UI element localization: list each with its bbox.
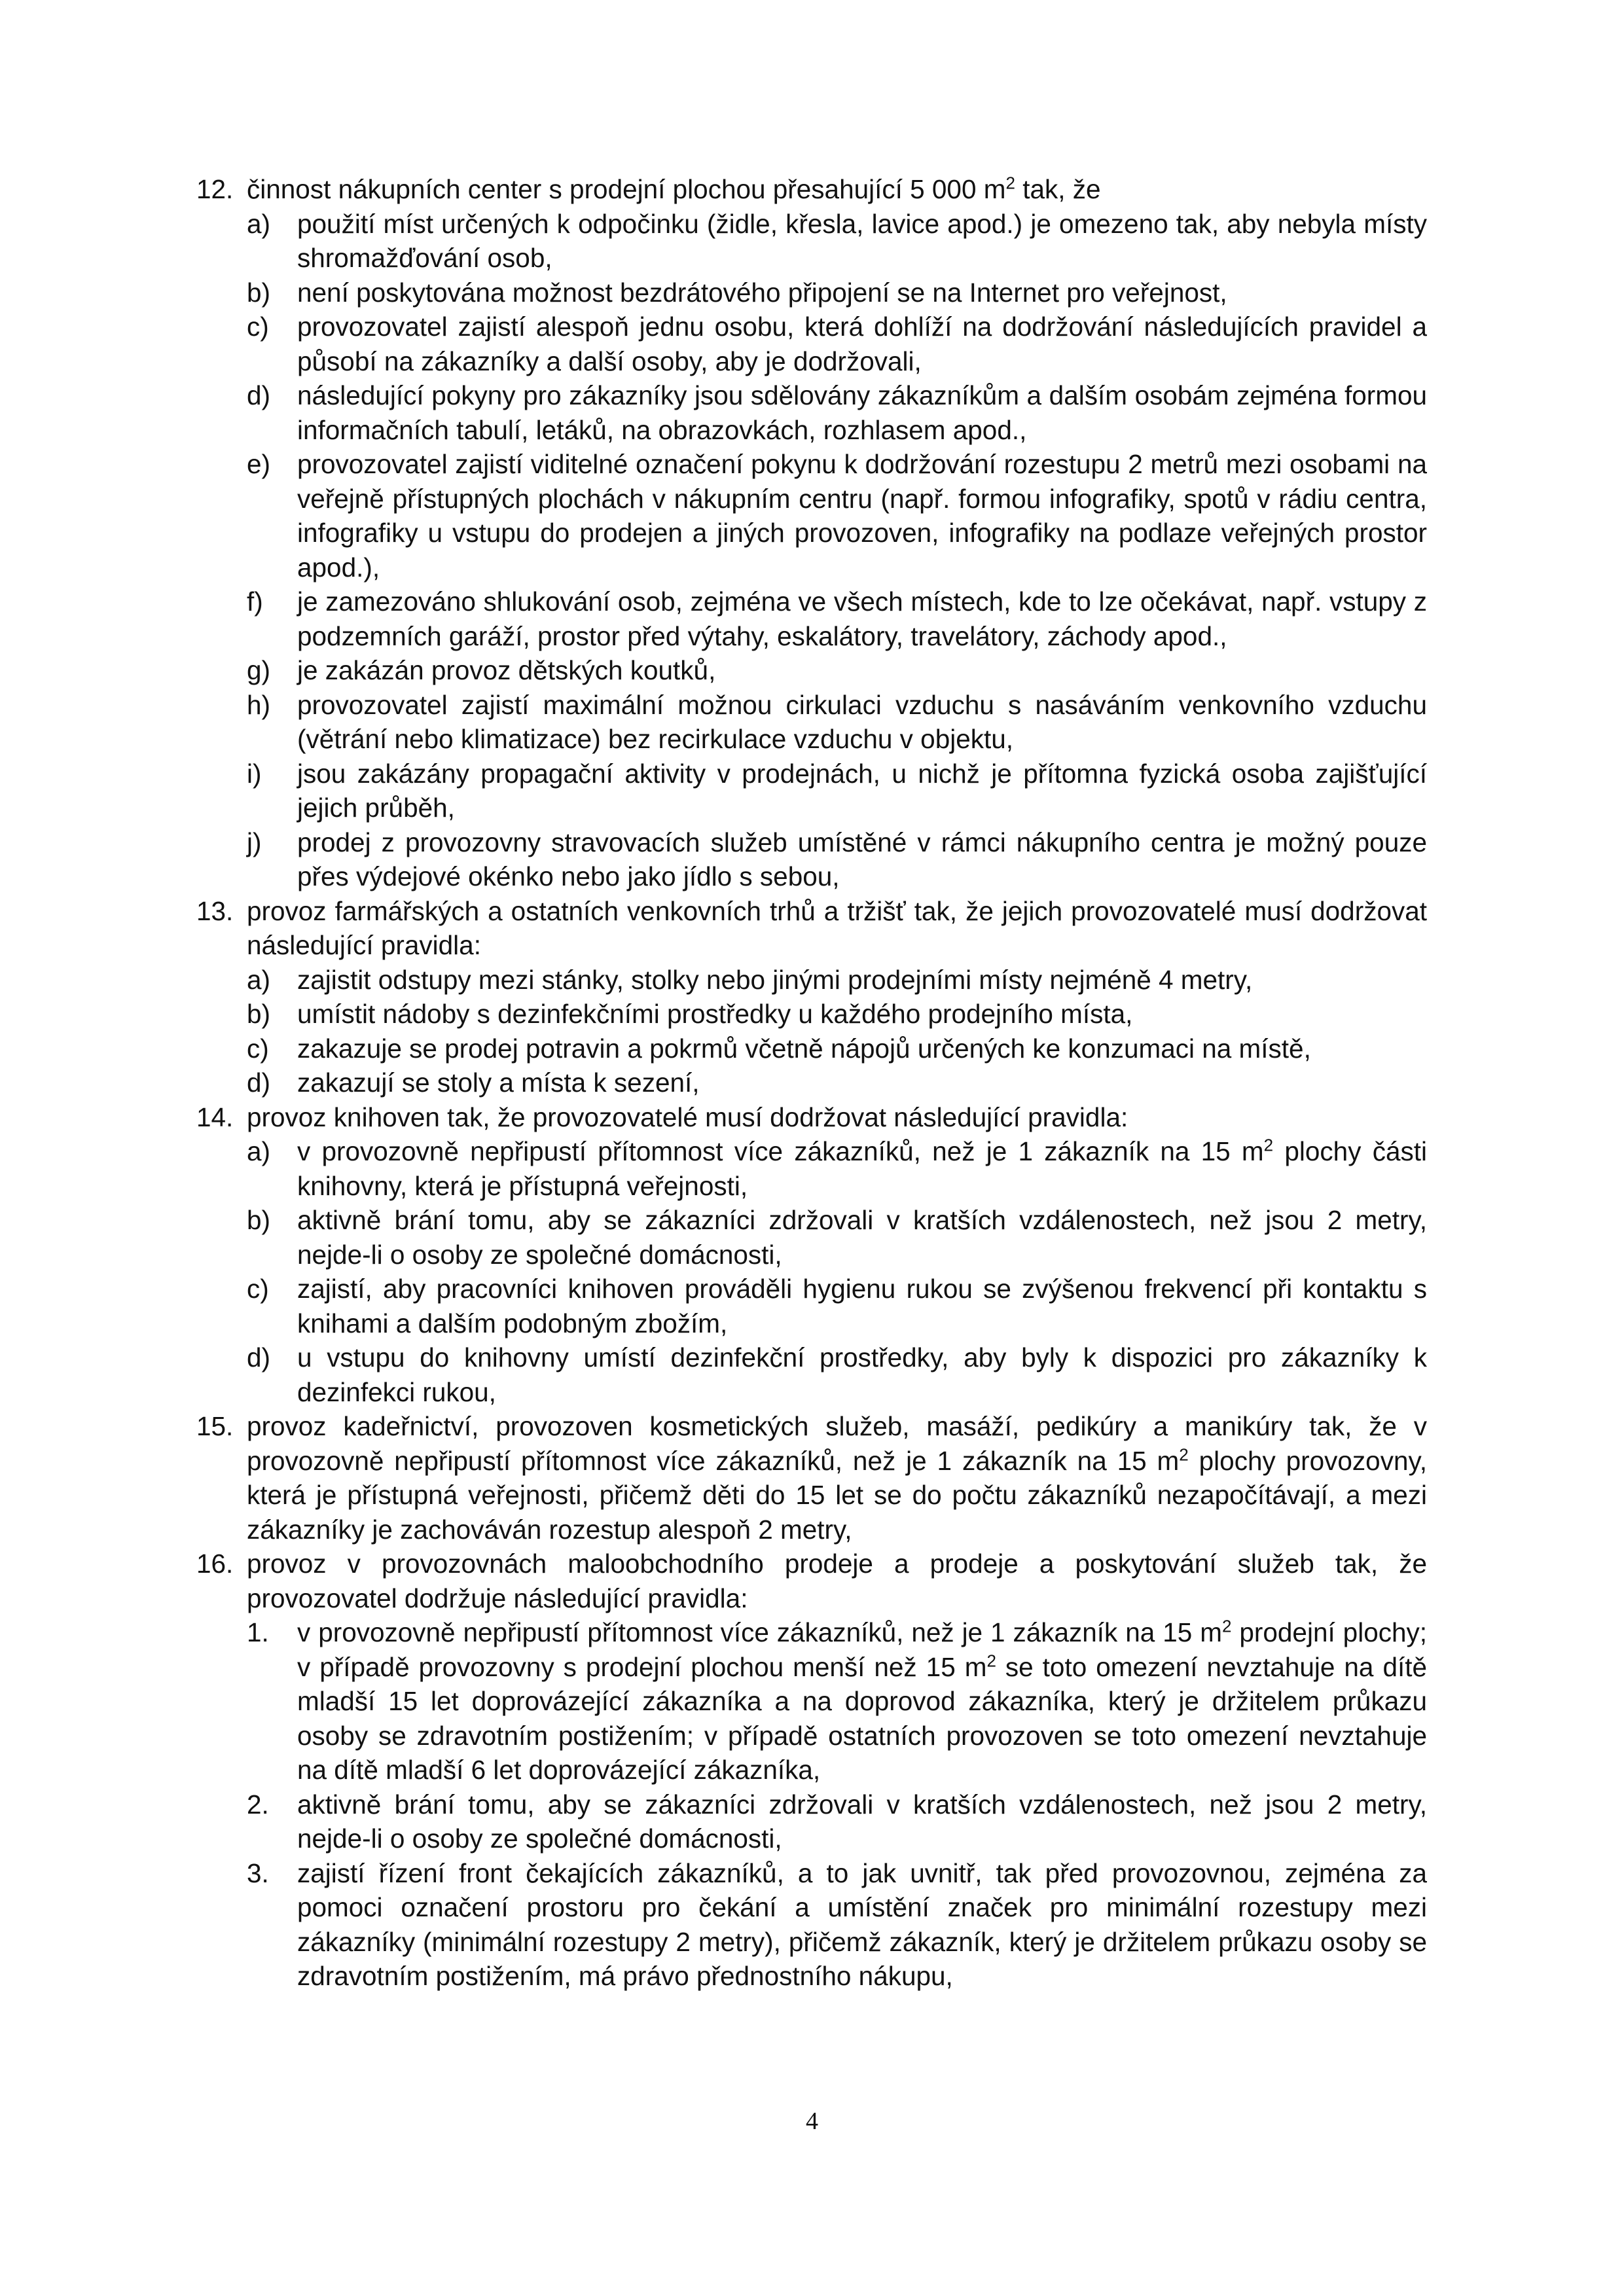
sub-item [247, 1031, 1427, 1066]
text-run: následující pokyny pro zákazníky jsou sdělovány zákazníkům a dalším osobám zejména formou informačních tabulí, letáků, na obrazovkách, rozhlasem apod., [297, 380, 1427, 445]
sub-item [247, 688, 1427, 757]
sub-item-text [297, 827, 1427, 892]
text-run: u vstupu do knihovny umístí dezinfekční prostředky, aby byly k dispozici pro zákazníky k dezinfekci rukou, [297, 1342, 1427, 1407]
item-number: 12. [196, 174, 234, 204]
text-run: plochy provozovny, která je přístupná veřejnosti, přičemž děti do 15 let se do počtu zákazníků nezapočítávají, a mezi zákazníky je zachováván rozestup alespoň 2 metry, [247, 1445, 1427, 1545]
text-run: v provozovně nepřipustí přítomnost více zákazníků, než je 1 zákazník na 15 m [297, 1617, 1222, 1647]
sub-item-text [297, 759, 1427, 823]
text-run: plochy části knihovny, která je přístupná veřejnosti, [297, 1136, 1427, 1201]
text-run: provoz kadeřnictví, provozoven kosmetických služeb, masáží, pedikúry a manikúry tak, že v provozovně nepřipustí přítomnost více zákazníků, než je 1 zákazník na 15 m [247, 1411, 1427, 1476]
list-item [196, 894, 1427, 1100]
sub-item-text [297, 278, 1227, 308]
sub-item-label: 1. [247, 1617, 269, 1647]
sub-item-label: b) [247, 1205, 271, 1235]
text-run: prodejní plochy; v případě provozovny s prodejní plochou menší než 15 m [297, 1617, 1427, 1682]
sub-item [247, 653, 1427, 688]
sub-item [247, 1787, 1427, 1856]
sub-item [247, 1856, 1427, 1994]
sub-item [247, 447, 1427, 584]
sub-item-text [297, 690, 1427, 755]
sub-item-label: b) [247, 277, 271, 308]
sub-item-label: 3. [247, 1857, 269, 1888]
superscript: 2 [1263, 1135, 1274, 1155]
superscript: 2 [1179, 1444, 1189, 1464]
text-run: v provozovně nepřipustí přítomnost více zákazníků, než je 1 zákazník na 15 m [297, 1136, 1264, 1166]
sub-item [247, 1066, 1427, 1100]
sub-item-label: b) [247, 999, 271, 1029]
sub-item [247, 584, 1427, 653]
sub-item-label: d) [247, 1067, 271, 1098]
sub-item-label: d) [247, 380, 271, 410]
sub-item-label: 2. [247, 1789, 269, 1820]
sub-item [247, 825, 1427, 894]
text-run: provozovatel zajistí viditelné označení pokynu k dodržování rozestupu 2 metrů mezi osobami na veřejně přístupných plochách v nákupním centru (např. formou infografiky, spotů v rádiu centra, infografiky u vstupu do prodejen a jiných provozoven, infografiky na podlaze veřejných prostor apod.), [297, 449, 1427, 583]
list-item [196, 172, 1427, 894]
sub-item [247, 207, 1427, 276]
text-run: provoz v provozovnách maloobchodního prodeje a prodeje a poskytování služeb tak, že provozovatel dodržuje následující pravidla: [247, 1549, 1427, 1613]
item-text [247, 1547, 1427, 1615]
item-number: 13. [196, 895, 234, 926]
document-body [196, 172, 1427, 1994]
sub-item [247, 757, 1427, 825]
list-item [196, 1409, 1427, 1547]
sub-item [247, 1203, 1427, 1272]
sub-item-label: a) [247, 208, 271, 239]
text-run: provoz knihoven tak, že provozovatelé musí dodržovat následující pravidla: [247, 1102, 1128, 1132]
text-run: činnost nákupních center s prodejní plochou přesahující 5 000 m [247, 174, 1006, 204]
text-run: použití míst určených k odpočinku (židle, křesla, lavice apod.) je omezeno tak, aby nebyla místy shromažďování osob, [297, 208, 1427, 273]
sub-item-text [297, 380, 1427, 445]
sub-item-label: j) [247, 827, 262, 857]
text-run: není poskytována možnost bezdrátového připojení se na Internet pro veřejnost, [297, 277, 1227, 308]
item-text [247, 894, 1427, 963]
text-run: se toto omezení nevztahuje na dítě mladší 15 let doprovázející zákazníka a na doprovod zákazníka, který je držitelem průkazu osoby se zdravotním postižením; v případě ostatních provozoven se toto omezení nevztahuje na dítě mladší 6 let doprovázející zákazníka, [297, 1651, 1427, 1785]
text-run: prodej z provozovny stravovacích služeb umístěné v rámci nákupního centra je možný pouze přes výdejové okénko nebo jako jídlo s sebou, [297, 827, 1427, 891]
sub-item-label: g) [247, 655, 271, 685]
text-run: zakazuje se prodej potravin a pokrmů včetně nápojů určených ke konzumaci na místě, [297, 1033, 1311, 1064]
item-number: 14. [196, 1102, 234, 1132]
superscript: 2 [1221, 1616, 1232, 1636]
sub-item [247, 1615, 1427, 1787]
sub-item-label: a) [247, 964, 271, 995]
superscript: 2 [1005, 173, 1015, 193]
sub-item-label: h) [247, 689, 271, 720]
sub-item-label: d) [247, 1342, 271, 1372]
sub-item-text [297, 1033, 1311, 1064]
text-run: je zakázán provoz dětských koutků, [297, 655, 716, 685]
sub-item-label: e) [247, 449, 271, 479]
sub-item-label: c) [247, 312, 269, 342]
sub-item-text [297, 1067, 700, 1098]
sub-item-text [297, 1342, 1427, 1407]
text-run: provozovatel zajistí maximální možnou cirkulaci vzduchu s nasáváním venkovního vzduchu (větrání nebo klimatizace) bez recirkulace vzduchu v objektu, [297, 689, 1427, 754]
sub-item-text [297, 1205, 1427, 1270]
text-run: zajistit odstupy mezi stánky, stolky nebo jinými prodejními místy nejméně 4 metry, [297, 964, 1253, 995]
sub-item [247, 1134, 1427, 1203]
text-run: umístit nádoby s dezinfekčními prostředky u každého prodejního místa, [297, 999, 1133, 1029]
text-run: aktivně brání tomu, aby se zákazníci zdržovali v kratších vzdálenostech, než jsou 2 metry, nejde-li o osoby ze společné domácnosti, [297, 1789, 1427, 1854]
sub-item-label: c) [247, 1033, 269, 1064]
sub-item-text [297, 586, 1427, 651]
item-text [247, 172, 1427, 207]
sub-item-text [297, 449, 1427, 583]
text-run: zajistí, aby pracovníci knihoven prováděli hygienu rukou se zvýšenou frekvencí při kontaktu s knihami a dalším podobným zbožím, [297, 1274, 1427, 1338]
sub-item-label: a) [247, 1136, 271, 1166]
text-run: provoz farmářských a ostatních venkovních trhů a tržišť tak, že jejich provozovatelé musí dodržovat následující pravidla: [247, 895, 1427, 960]
text-run: jsou zakázány propagační aktivity v prodejnách, u nichž je přítomna fyzická osoba zajišťující jejich průběh, [297, 758, 1427, 823]
list-item [196, 1547, 1427, 1994]
page-number: 4 [806, 2108, 818, 2135]
sub-item-text [297, 965, 1252, 995]
list-item [196, 1100, 1427, 1410]
sub-item-text [297, 1789, 1427, 1854]
item-number: 16. [196, 1549, 234, 1579]
text-run: aktivně brání tomu, aby se zákazníci zdržovali v kratších vzdálenostech, než jsou 2 metry, nejde-li o osoby ze společné domácnosti, [297, 1205, 1427, 1270]
sub-item [247, 997, 1427, 1031]
sub-item [247, 310, 1427, 378]
sub-item-text [297, 655, 715, 685]
superscript: 2 [986, 1651, 996, 1670]
item-text [247, 1100, 1427, 1135]
sub-item-text [297, 1617, 1427, 1785]
sub-item [247, 1272, 1427, 1340]
sub-item-label: f) [247, 586, 263, 617]
sub-item-text [297, 999, 1132, 1029]
text-run: je zamezováno shlukování osob, zejména ve všech místech, kde to lze očekávat, např. vstupy z podzemních garáží, prostor před výtahy, eskalátory, travelátory, záchody apod., [297, 586, 1427, 651]
item-text [247, 1409, 1427, 1547]
text-run: zajistí řízení front čekajících zákazníků, a to jak uvnitř, tak před provozovnou, zejména za pomoci označení prostoru pro čekání a umístění značek pro minimální rozestupy mezi zákazníky (minimální rozestupy 2 metry), přičemž zákazník, který je držitelem průkazu osoby se zdravotním postižením, má právo přednostního nákupu, [297, 1857, 1427, 1991]
sub-item [247, 276, 1427, 310]
text-run: provozovatel zajistí alespoň jednu osobu, která dohlíží na dodržování následujících pravidel a působí na zákazníky a další osoby, aby je dodržovali, [297, 312, 1427, 376]
text-run: zakazují se stoly a místa k sezení, [297, 1067, 700, 1098]
sub-item-text [297, 312, 1427, 376]
sub-item [247, 378, 1427, 447]
item-number: 15. [196, 1411, 234, 1441]
sub-item-text [297, 1136, 1427, 1201]
sub-item-text [297, 1858, 1427, 1992]
sub-item-label: c) [247, 1274, 269, 1304]
text-run: tak, že [1015, 174, 1101, 204]
sub-item [247, 963, 1427, 997]
sub-item-label: i) [247, 758, 262, 789]
sub-item [247, 1340, 1427, 1409]
sub-item-text [297, 209, 1427, 274]
sub-item-text [297, 1274, 1427, 1338]
